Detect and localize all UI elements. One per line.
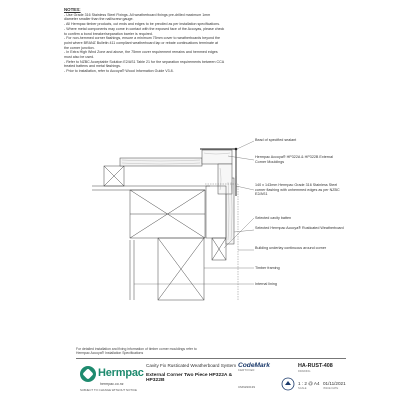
callout-corner-mouldings: Hermpac Accoya® HP322A & HP322B External Corner Mouldings <box>255 155 333 164</box>
note-line: - All Hermpac timber products, cut ends and edges to be preoiled as per installation specifications. <box>64 22 221 27</box>
installation-note <box>76 347 296 356</box>
drawing-number: HA-RUST-408 <box>298 363 333 369</box>
note-line: treated battens and metal flashings. <box>64 64 121 69</box>
callout-timber-framing: Timber framing <box>255 266 280 270</box>
note-line: - Where metal components may come in contact with the exposed face of the Accoyas, please check <box>64 26 225 31</box>
brand-name: Hermpac <box>98 367 144 379</box>
leader-line <box>236 186 254 190</box>
codemark-subtitle: CERTIFIED <box>238 369 255 372</box>
certificate-number: CMNZ20139 <box>238 385 256 389</box>
drawing-meta <box>298 381 348 393</box>
callout-cavity-batten: Selected cavity batten <box>255 216 292 220</box>
callout-weatherboard: Selected Hermpac Accoya® Rusticated Weatherboard <box>255 226 344 230</box>
note-line: - For non-hemmed corner flashings, ensure a minimum 75mm cover to weatherboards beyond the <box>64 36 221 41</box>
scale-label: SCALE <box>298 387 307 390</box>
notes-heading: NOTES: <box>64 7 81 12</box>
note-line: - Refer to NZBC Acceptable Solution E2/AS1 Table 21 for the separation requirements between CCA <box>64 59 225 64</box>
note-line: must also be used. <box>64 55 95 60</box>
callout-internal-lining: Internal lining <box>255 282 277 286</box>
callout-sealant: Bead of specified sealant <box>255 138 297 142</box>
note-line: - In Extra High Wind Zone and above, the 75mm cover requirement remains and hemmed edges <box>64 50 218 55</box>
corner-moulding-a <box>202 150 232 164</box>
subject-to-change: SUBJECT TO CHANGE WITHOUT NOTICE <box>80 388 137 392</box>
installation-note-line: For detailed installation and fixing information of timber corner mouldings refer to <box>76 347 197 351</box>
hermpac-logo-icon <box>80 366 96 382</box>
codemark-logo: CodeMark <box>238 362 270 369</box>
leader-line <box>237 141 254 149</box>
issue-date-label: ISSUE DATE <box>323 387 339 390</box>
callout-corner-flashing: 140 x 143mm Hermpac Grade 316 Stainless Steel corner flashing with unhemmed edges as per NZBC E2/AS1 <box>255 183 340 196</box>
note-line: the corner junction. <box>64 45 95 50</box>
system-title: Cavity Fix Rusticated Weatherboard System <box>146 363 237 368</box>
leader-line <box>234 230 254 232</box>
note-line: diameter smaller than the nail/screw gauge. <box>64 17 134 22</box>
sealant-bead <box>235 148 238 151</box>
callout-building-underlay: Building underlay continuous around corner <box>255 246 327 250</box>
drawing-info <box>298 363 348 395</box>
weatherboard-top <box>120 158 202 166</box>
codemark-certification <box>238 362 286 394</box>
website: hermpac.co.nz <box>100 382 124 386</box>
hermpac-logo <box>76 362 146 394</box>
issue-date: 01/11/2021 <box>323 381 346 386</box>
certification-seal-icon <box>281 377 295 391</box>
note-line: - Prior to installation, refer to Accoya® Wood Information Guide V3.8. <box>64 69 174 74</box>
installation-note-line: Hermpac Accoya® Installation Specifications <box>76 351 144 356</box>
note-line: - Use Grade 316 Stainless Steel Fixings. All weatherboard fixings pre-drilled maximum 1mm <box>64 12 211 17</box>
title-column <box>146 363 238 395</box>
drawing-title: External Corner Two Piece HP322A & HP322B <box>146 372 233 384</box>
drawing-number-label: DRAWING <box>298 369 311 373</box>
note-line: to confirm a bond breaker/separation barrier is required. <box>64 31 153 36</box>
scale-value: 1 : 2 @ A4 <box>298 381 320 386</box>
title-block <box>76 358 346 394</box>
note-line: point where BRANZ Bulletin 411 compliant weatherboard lap or rebate continuations terminate at <box>64 40 218 45</box>
